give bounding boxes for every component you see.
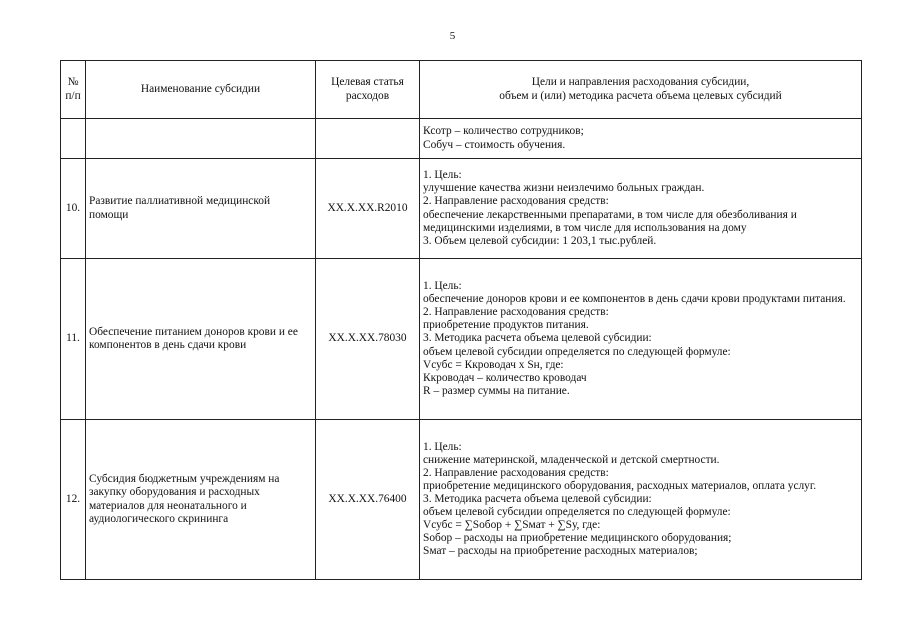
header-number: № п/п <box>61 61 86 119</box>
header-goals-line-1: Цели и направления расходования субсидии, <box>531 76 750 89</box>
table-header-row <box>61 61 862 119</box>
goals-cell <box>420 420 862 580</box>
goals-line: приобретение продуктов питания. <box>423 319 589 332</box>
goals-line: 3. Методика расчета объема целевой субсидии: <box>423 332 652 345</box>
target-article: ХХ.Х.ХХ.R2010 <box>316 159 420 259</box>
goals-line: обеспечение лекарственными препаратами, в том числе для обезболивания и медицинскими изделиями, в том числе для использования на дому <box>423 208 797 234</box>
goals-line: приобретение медицинского оборудования, расходных материалов, оплата услуг. <box>423 479 817 492</box>
table-row <box>61 259 862 420</box>
goals-line: Ккроводач – количество кроводач <box>423 371 587 384</box>
goals-cell <box>420 159 862 259</box>
goals-line: объем целевой субсидии определяется по следующей формуле: <box>423 506 731 519</box>
goals-line: обеспечение доноров крови и ее компонентов в день сдачи крови продуктами питания. <box>423 293 846 306</box>
header-subsidy-name: Наименование субсидии <box>86 61 316 119</box>
goals-cell <box>420 259 862 420</box>
goals-line: Собуч – стоимость обучения. <box>423 138 566 151</box>
row-number <box>61 119 86 159</box>
target-article: ХХ.Х.ХХ.76400 <box>316 420 420 580</box>
subsidy-name <box>86 119 316 159</box>
goals-line: 1. Цель: <box>423 440 462 453</box>
table-row <box>61 119 862 159</box>
goals-line: 2. Направление расходования средств: <box>423 466 609 479</box>
goals-line: Ксотр – количество сотрудников; <box>423 125 584 138</box>
subsidy-name: Субсидия бюджетным учреждениям на закупку оборудования и расходных материалов для неонатального и аудиологического скрининга <box>86 420 316 580</box>
goals-line: 1. Цель: <box>423 280 462 293</box>
goals-line: снижение материнской, младенческой и детской смертности. <box>423 453 720 466</box>
row-number: 10. <box>61 159 86 259</box>
header-goals <box>420 61 862 119</box>
page-number: 5 <box>449 30 456 42</box>
goals-line: объем целевой субсидии определяется по следующей формуле: <box>423 345 731 358</box>
goals-line: 2. Направление расходования средств: <box>423 195 609 208</box>
row-number: 11. <box>61 259 86 420</box>
subsidy-name: Обеспечение питанием доноров крови и ее компонентов в день сдачи крови <box>86 259 316 420</box>
goals-line: 1. Цель: <box>423 169 462 182</box>
goals-line: Sмат – расходы на приобретение расходных материалов; <box>423 545 698 558</box>
goals-line: улучшение качества жизни неизлечимо больных граждан. <box>423 182 705 195</box>
target-article <box>316 119 420 159</box>
goals-line: 3. Объем целевой субсидии: 1 203,1 тыс.рублей. <box>423 234 657 247</box>
target-article: ХХ.Х.ХХ.78030 <box>316 259 420 420</box>
header-target-article: Целевая статья расходов <box>316 61 420 119</box>
goals-line: R – размер суммы на питание. <box>423 384 570 397</box>
row-number: 12. <box>61 420 86 580</box>
table-row <box>61 420 862 580</box>
goals-line: Sобор – расходы на приобретение медицинского оборудования; <box>423 532 732 545</box>
header-goals-line-2: объем и (или) методика расчета объема целевых субсидий <box>499 89 782 102</box>
goals-line: Vсубс = Ккроводач x Sн, где: <box>423 358 564 371</box>
subsidy-name: Развитие паллиативной медицинской помощи <box>86 159 316 259</box>
goals-line: 2. Направление расходования средств: <box>423 306 609 319</box>
goals-line: 3. Методика расчета объема целевой субсидии: <box>423 492 652 505</box>
subsidies-table <box>60 60 862 580</box>
goals-line: Vсубс = ∑Sобор + ∑Sмат + ∑Sу, где: <box>423 519 601 532</box>
goals-cell <box>420 119 862 159</box>
table-row <box>61 159 862 259</box>
